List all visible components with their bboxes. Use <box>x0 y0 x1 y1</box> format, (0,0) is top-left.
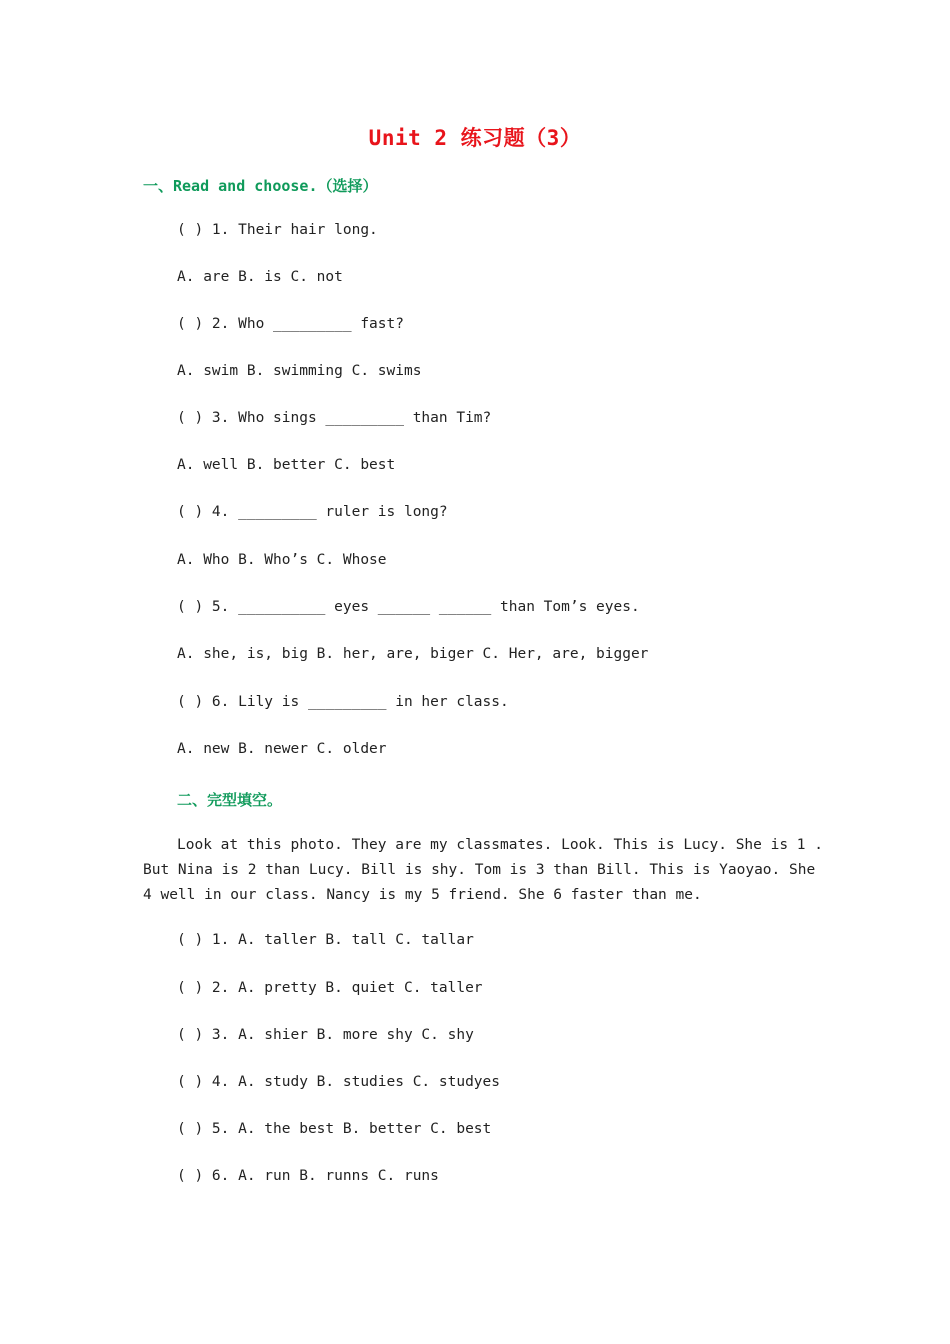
question-4: ( ) 4. _________ ruler is long? <box>177 504 448 520</box>
section1-heading: 一、Read and choose.（选择） <box>143 177 378 195</box>
options-6: A. new B. newer C. older <box>177 741 387 757</box>
options-5: A. she, is, big B. her, are, biger C. Her, are, bigger <box>177 646 649 662</box>
cloze-passage: Look at this photo. They are my classmates. Look. This is Lucy. She is 1 . But Nina is 2 than Lucy. Bill is shy. Tom is 3 than Bill. This is Yaoyao. She 4 well in our class. Nancy is my 5 friend. She 6 faster than me. <box>143 837 824 903</box>
question-3: ( ) 3. Who sings _________ than Tim? <box>177 410 492 426</box>
section2-heading: 二、完型填空。 <box>177 791 283 809</box>
cloze-item-1: ( ) 1. A. taller B. tall C. tallar <box>177 932 474 948</box>
options-2: A. swim B. swimming C. swims <box>177 363 422 379</box>
cloze-item-3: ( ) 3. A. shier B. more shy C. shy <box>177 1027 474 1043</box>
question-6: ( ) 6. Lily is _________ in her class. <box>177 694 509 710</box>
cloze-item-2: ( ) 2. A. pretty B. quiet C. taller <box>177 980 483 996</box>
cloze-item-6: ( ) 6. A. run B. runns C. runs <box>177 1168 439 1184</box>
options-4: A. Who B. Who’s C. Whose <box>177 552 387 568</box>
cloze-item-5: ( ) 5. A. the best B. better C. best <box>177 1121 492 1137</box>
page-title: Unit 2 练习题（3） <box>368 126 582 150</box>
options-3: A. well B. better C. best <box>177 457 396 473</box>
question-5: ( ) 5. __________ eyes ______ ______ than Tom’s eyes. <box>177 599 640 615</box>
cloze-item-4: ( ) 4. A. study B. studies C. studyes <box>177 1074 501 1090</box>
options-1: A. are B. is C. not <box>177 269 343 285</box>
question-2: ( ) 2. Who _________ fast? <box>177 316 404 332</box>
question-1: ( ) 1. Their hair long. <box>177 222 378 238</box>
